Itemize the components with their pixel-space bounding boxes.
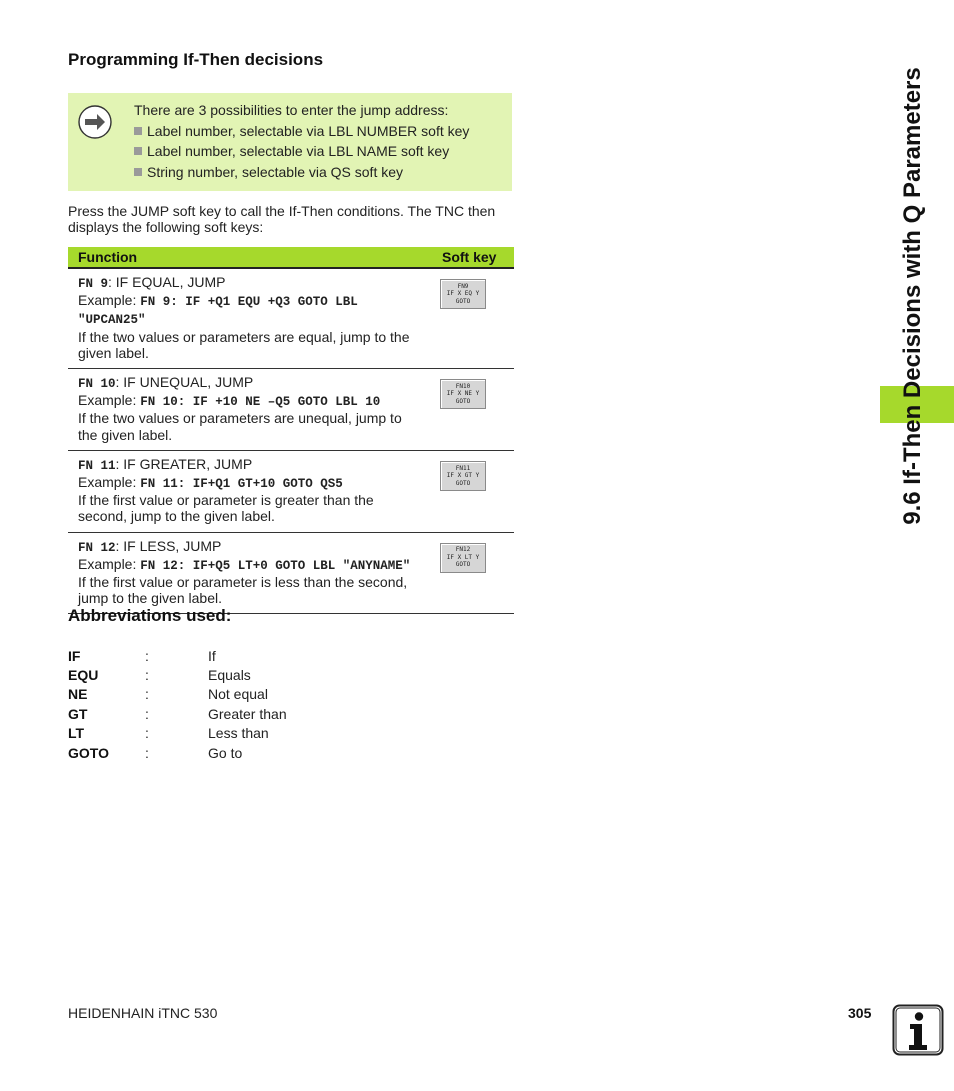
- list-item: IF : If: [68, 647, 216, 664]
- column-header-softkey: Soft key: [434, 247, 514, 268]
- intro-paragraph: Press the JUMP soft key to call the If-Then conditions. The TNC then displays the following soft keys:: [68, 203, 496, 235]
- abbreviations-list: [68, 646, 287, 762]
- note-text-block: [134, 100, 469, 182]
- footer-text: HEIDENHAIN iTNC 530: [68, 1005, 218, 1021]
- section-heading: Programming If-Then decisions: [68, 50, 324, 69]
- list-item: EQU : Equals: [68, 667, 251, 684]
- table-row: [68, 450, 514, 532]
- softkey-fn12[interactable]: FN12 IF X LT Y GOTO: [440, 543, 486, 573]
- note-intro: There are 3 possibilities to enter the jump address:: [134, 102, 449, 118]
- list-item: GT : Greater than: [68, 705, 287, 722]
- softkey-fn9[interactable]: FN9 IF X EQ Y GOTO: [440, 279, 486, 309]
- function-description: FN 12: IF LESS, JUMP Example: FN 12: IF+Q5 LT+0 GOTO LBL "ANYNAME" If the first value or parameter is less than the second, jump to the given label.: [68, 532, 434, 614]
- softkey-fn11[interactable]: FN11 IF X GT Y GOTO: [440, 461, 486, 491]
- abbreviations-heading: Abbreviations used:: [68, 606, 232, 625]
- function-description: FN 10: IF UNEQUAL, JUMP Example: FN 10: IF +10 NE –Q5 GOTO LBL 10 If the two values or parameters are unequal, jump to the given label.: [68, 369, 434, 451]
- note-bullet: String number, selectable via QS soft key: [134, 162, 469, 183]
- column-header-function: Function: [68, 247, 434, 268]
- note-bullet: Label number, selectable via LBL NAME soft key: [134, 141, 469, 162]
- note-bullet: Label number, selectable via LBL NUMBER soft key: [134, 121, 469, 142]
- info-icon: [892, 1004, 944, 1056]
- list-item: GOTO : Go to: [68, 744, 243, 761]
- table-row: [68, 369, 514, 451]
- function-description: FN 11: IF GREATER, JUMP Example: FN 11: IF+Q1 GT+10 GOTO QS5 If the first value or parameter is greater than the second, jump to the given label.: [68, 450, 434, 532]
- table-row: [68, 532, 514, 614]
- softkey-fn10[interactable]: FN10 IF X NE Y GOTO: [440, 379, 486, 409]
- arrow-right-icon: [78, 105, 112, 139]
- chapter-side-title: 9.6 If-Then Decisions with Q Parameters: [899, 67, 926, 525]
- function-description: FN 9: IF EQUAL, JUMP Example: FN 9: IF +Q1 EQU +Q3 GOTO LBL "UPCAN25" If the two values or parameters are equal, jump to the given label.: [68, 268, 434, 369]
- list-item: NE : Not equal: [68, 686, 268, 703]
- list-item: LT : Less than: [68, 725, 269, 742]
- table-row: [68, 268, 514, 369]
- function-table: [68, 247, 514, 614]
- page-number: 305: [848, 1005, 872, 1021]
- note-box: [68, 93, 512, 191]
